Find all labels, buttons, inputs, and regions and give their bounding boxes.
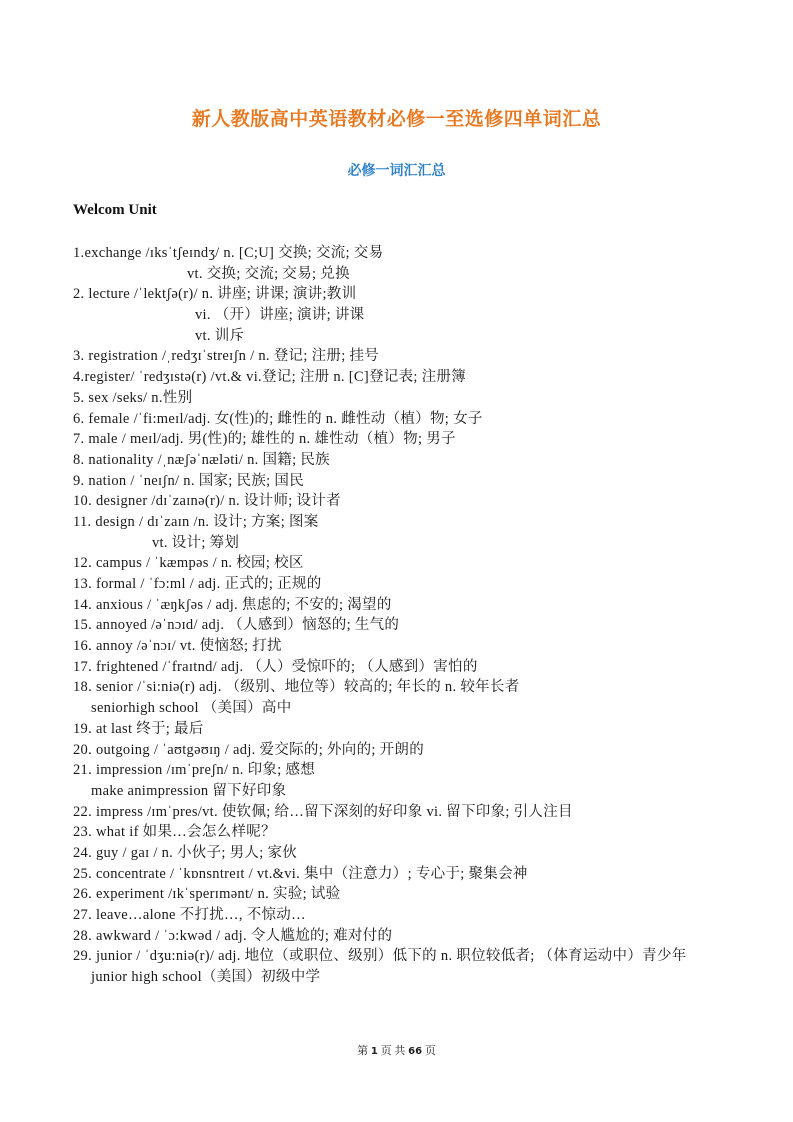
vocab-line: vi. （开）讲座; 演讲; 讲课 (195, 307, 365, 324)
vocab-line: 17. frightened /ˈfraɪtnd/ adj. （人）受惊吓的; （人感到）害怕的 (73, 658, 478, 675)
vocab-line: make animpression 留下好印象 (91, 782, 287, 799)
vocab-line: 2. lecture /ˈlektʃə(r)/ n. 讲座; 讲课; 演讲;教训 (73, 286, 357, 303)
vocab-line: 10. designer /dɪˈzaɪnə(r)/ n. 设计师; 设计者 (73, 493, 341, 510)
vocab-line: 25. concentrate / ˈkɒnsntreɪt / vt.&vi. 集中（注意力）; 专心于; 聚集会神 (73, 865, 528, 882)
vocab-line: 11. design / dɪˈzaɪn /n. 设计; 方案; 图案 (73, 513, 319, 530)
vocab-line: 28. awkward / ˈɔ:kwəd / adj. 令人尴尬的; 难对付的 (73, 927, 393, 944)
footer-prefix: 第 (357, 1045, 369, 1057)
vocab-line: 13. formal / ˈfɔ:ml / adj. 正式的; 正规的 (73, 576, 322, 592)
vocab-line: 16. annoy /əˈnɔɪ/ vt. 使恼怒; 打扰 (73, 638, 282, 655)
section-title: 必修一词汇汇总 (347, 163, 446, 179)
footer-total-pages: 66 (408, 1046, 423, 1057)
vocab-line: 23. what if 如果…会怎么样呢？ (73, 824, 276, 841)
vocab-line: 9. nation / ˈneɪʃn/ n. 国家; 民族; 国民 (73, 472, 305, 489)
vocab-line: 20. outgoing / ˈaʊtgəʊɪŋ / adj. 爱交际的; 外向的; 开朗的 (73, 741, 425, 758)
vocab-line: vt. 交换; 交流; 交易; 兑换 (187, 265, 350, 282)
vocab-line: 8. nationality /ˌnæʃəˈnæləti/ n. 国籍; 民族 (73, 451, 330, 468)
footer-current-page: 1 (370, 1046, 378, 1057)
vocabulary-list (73, 243, 723, 988)
vocab-line: junior high school（美国）初级中学 (91, 969, 321, 986)
vocab-line: 6. female /ˈfi:meɪl/adj. 女(性)的; 雌性的 n. 雌性动（植）物; 女子 (73, 410, 483, 427)
vocab-line: vt. 训斥 (195, 327, 245, 344)
vocab-line: seniorhigh school （美国）高中 (91, 700, 292, 717)
vocab-line: 27. leave…alone 不打扰…, 不惊动… (73, 907, 306, 923)
vocab-line: 19. at last 终于; 最后 (73, 720, 204, 737)
vocab-line: 18. senior /ˈsi:niə(r) adj. （级别、地位等）较高的; 年长的 n. 较年长者 (73, 679, 520, 696)
vocab-line: 21. impression /ɪmˈpreʃn/ n. 印象; 感想 (73, 762, 316, 779)
vocab-line: 14. anxious / ˈæŋkʃəs / adj. 焦虑的; 不安的; 渴望的 (73, 596, 392, 613)
page-footer (0, 1042, 793, 1058)
vocab-line: 12. campus / ˈkæmpəs / n. 校园; 校区 (73, 555, 304, 572)
vocab-line: 5. sex /seks/ n.性别 (73, 389, 193, 406)
footer-middle: 页 共 (380, 1045, 406, 1057)
vocab-line: 15. annoyed /əˈnɔɪd/ adj. （人感到）恼怒的; 生气的 (73, 617, 400, 634)
vocab-line: 1.exchange /ɪksˈtʃeɪndʒ/ n. [C;U] 交换; 交流; 交易 (73, 245, 384, 261)
vocab-line: 26. experiment /ɪkˈsperɪmənt/ n. 实验; 试验 (73, 886, 341, 903)
vocab-line: 24. guy / gaɪ / n. 小伙子; 男人; 家伙 (73, 844, 298, 861)
vocab-line: 29. junior / ˈdʒu:niə(r)/ adj. 地位（或职位、级别）低下的 n. 职位较低者; （体育运动中）青少年 (73, 948, 687, 965)
vocab-line: 4.register/ ˈredʒɪstə(r) /vt.& vi.登记; 注册 n. [C]登记表; 注册簿 (73, 369, 467, 386)
document-title: 新人教版高中英语教材必修一至选修四单词汇总 (191, 108, 602, 130)
vocab-line: vt. 设计; 筹划 (152, 534, 240, 551)
vocab-line: 7. male / meɪl/adj. 男(性)的; 雄性的 n. 雄性动（植）物; 男子 (73, 431, 456, 448)
vocab-line: 22. impress /ɪmˈpres/vt. 使钦佩; 给…留下深刻的好印象 vi. 留下印象; 引人注目 (73, 803, 573, 820)
footer-suffix: 页 (424, 1045, 436, 1057)
vocab-line: 3. registration /ˌredʒɪˈstreɪʃn / n. 登记; 注册; 挂号 (73, 348, 380, 365)
unit-title: Welcom Unit (73, 202, 157, 218)
